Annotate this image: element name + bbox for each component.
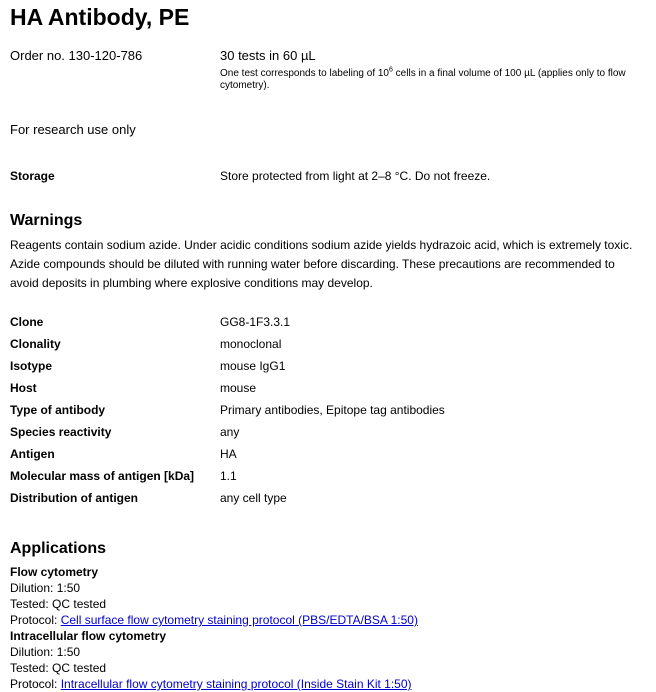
- applications-heading: Applications: [10, 540, 107, 557]
- research-use-statement: For research use only: [10, 122, 136, 137]
- spec-row-clonality: [10, 333, 644, 355]
- spec-value: mouse: [220, 381, 257, 395]
- spec-value: any cell type: [220, 491, 287, 505]
- storage-label: Storage: [10, 169, 55, 183]
- warnings-text: Reagents contain sodium azide. Under acidic conditions sodium azide yields hydrazoic acid, which is extremely toxic. Azide compounds should be diluted with running water before discarding. These precautions are recommended to avoid deposits in plumbing where explosive conditions may develop.: [10, 238, 633, 290]
- spec-label: Clonality: [10, 337, 61, 351]
- order-note-superscript: 6: [389, 66, 393, 74]
- protocol-link[interactable]: Intracellular flow cytometry staining protocol (Inside Stain Kit 1:50): [60, 677, 412, 691]
- protocol-label: Protocol:: [10, 677, 61, 691]
- application-name: Intracellular flow cytometry: [10, 629, 167, 643]
- storage-value: Store protected from light at 2–8 °C. Do not freeze.: [220, 169, 491, 183]
- spec-row-host: [10, 377, 644, 399]
- application-tested: Tested: QC tested: [10, 597, 107, 611]
- spec-value: HA: [220, 447, 237, 461]
- spec-row-clone: [10, 311, 644, 333]
- order-note-prefix: One test corresponds to labeling of 10: [220, 68, 389, 79]
- spec-row-antigen: [10, 443, 644, 465]
- storage-row: [10, 169, 644, 183]
- spec-row-species-reactivity: [10, 421, 644, 443]
- spec-value: Primary antibodies, Epitope tag antibodies: [220, 403, 445, 417]
- spec-label: Clone: [10, 315, 44, 329]
- spec-row-type-of-antibody: [10, 399, 644, 421]
- application-tested: Tested: QC tested: [10, 661, 107, 675]
- order-row: [10, 48, 644, 92]
- spec-label: Host: [10, 381, 37, 395]
- specifications-table: [10, 311, 644, 509]
- application-flow-cytometry: [10, 564, 644, 628]
- spec-row-distribution-of-antigen: [10, 487, 644, 509]
- spec-label: Molecular mass of antigen [kDa]: [10, 469, 195, 483]
- order-size-cell: [220, 48, 644, 92]
- application-dilution: Dilution: 1:50: [10, 645, 81, 659]
- application-protocol-line: [10, 612, 644, 628]
- protocol-link[interactable]: Cell surface flow cytometry staining protocol (PBS/EDTA/BSA 1:50): [60, 613, 418, 627]
- page-title: HA Antibody, PE: [10, 4, 190, 30]
- spec-value: monoclonal: [220, 337, 282, 351]
- spec-row-isotype: [10, 355, 644, 377]
- order-size: 30 tests in 60 µL: [220, 48, 316, 63]
- application-intracellular-flow-cytometry: [10, 628, 644, 692]
- spec-label: Isotype: [10, 359, 53, 373]
- spec-value: mouse IgG1: [220, 359, 286, 373]
- spec-value: GG8-1F3.3.1: [220, 315, 291, 329]
- application-protocol-line: [10, 676, 644, 692]
- spec-label: Species reactivity: [10, 425, 112, 439]
- order-number: Order no. 130-120-786: [10, 48, 143, 63]
- spec-value: any: [220, 425, 240, 439]
- protocol-label: Protocol:: [10, 613, 61, 627]
- application-dilution: Dilution: 1:50: [10, 581, 81, 595]
- order-note: [220, 68, 644, 92]
- spec-row-molecular-mass: [10, 465, 644, 487]
- spec-label: Distribution of antigen: [10, 491, 138, 505]
- order-note-suffix: cells in a final volume of 100 µL (applies only to flow cytometry).: [220, 68, 626, 91]
- application-name: Flow cytometry: [10, 565, 99, 579]
- spec-label: Type of antibody: [10, 403, 106, 417]
- warnings-heading: Warnings: [10, 212, 83, 229]
- spec-value: 1.1: [220, 469, 237, 483]
- spec-label: Antigen: [10, 447, 55, 461]
